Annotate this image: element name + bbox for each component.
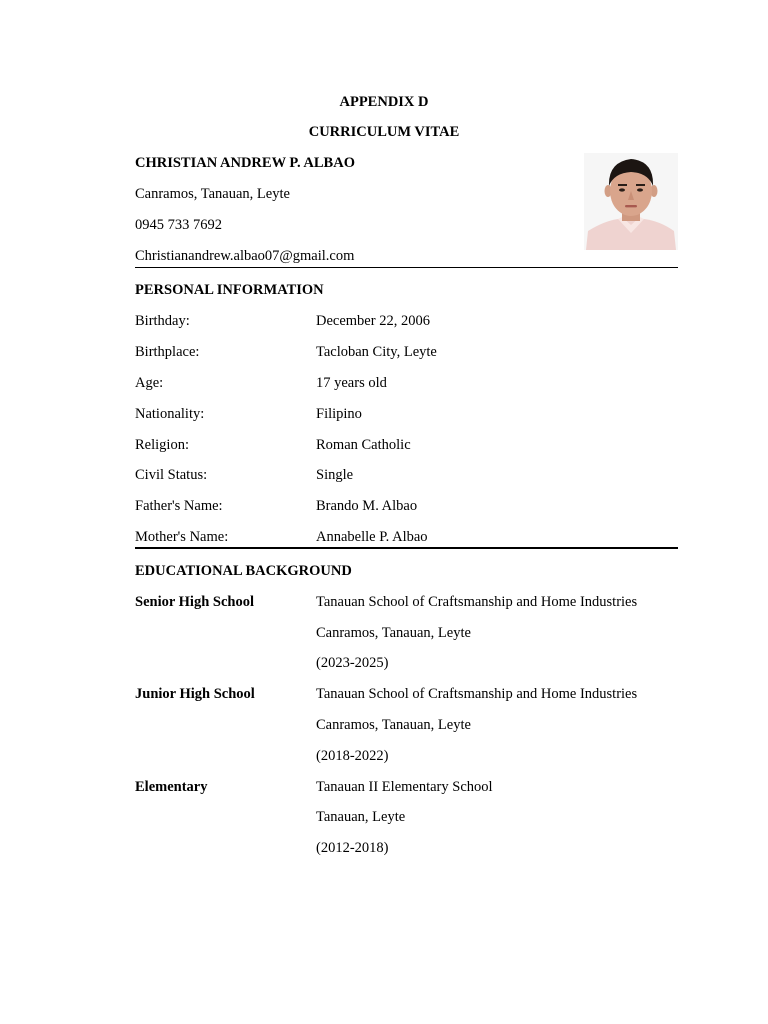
senior-high-label: Senior High School: [135, 594, 254, 610]
personal-divider: [135, 547, 678, 549]
senior-high-school: Tanauan School of Craftsmanship and Home Industries: [316, 594, 638, 610]
document-title: CURRICULUM VITAE: [308, 124, 460, 140]
religion-value: Roman Catholic: [316, 437, 411, 453]
senior-high-location: Canramos, Tanauan, Leyte: [316, 625, 471, 641]
birthday-label: Birthday:: [135, 313, 190, 329]
religion-label: Religion:: [135, 437, 189, 453]
applicant-phone: 0945 733 7692: [135, 217, 222, 233]
applicant-address: Canramos, Tanauan, Leyte: [135, 186, 290, 202]
applicant-email: Christianandrew.albao07@gmail.com: [135, 248, 355, 264]
appendix-label: APPENDIX D: [339, 94, 429, 110]
elementary-label: Elementary: [135, 779, 208, 795]
birthplace-label: Birthplace:: [135, 344, 200, 360]
senior-high-years: (2023-2025): [316, 655, 389, 671]
applicant-name: CHRISTIAN ANDREW P. ALBAO: [135, 155, 355, 171]
elementary-school: Tanauan II Elementary School: [316, 779, 493, 795]
father-name-label: Father's Name:: [135, 498, 223, 514]
birthday-value: December 22, 2006: [316, 313, 430, 329]
nationality-label: Nationality:: [135, 406, 205, 422]
junior-high-location: Canramos, Tanauan, Leyte: [316, 717, 471, 733]
civil-status-label: Civil Status:: [135, 467, 208, 483]
id-photo: [584, 153, 678, 250]
birthplace-value: Tacloban City, Leyte: [316, 344, 437, 360]
junior-high-school: Tanauan School of Craftsmanship and Home Industries: [316, 686, 638, 702]
nationality-value: Filipino: [316, 406, 362, 422]
junior-high-years: (2018-2022): [316, 748, 389, 764]
contact-divider: [135, 267, 678, 268]
junior-high-label: Junior High School: [135, 686, 255, 702]
elementary-location: Tanauan, Leyte: [316, 809, 406, 825]
mother-name-label: Mother's Name:: [135, 529, 229, 545]
education-heading: EDUCATIONAL BACKGROUND: [135, 563, 352, 579]
elementary-years: (2012-2018): [316, 840, 389, 856]
portrait-image: [584, 153, 678, 250]
personal-info-heading: PERSONAL INFORMATION: [135, 282, 324, 298]
age-value: 17 years old: [316, 375, 387, 391]
mother-name-value: Annabelle P. Albao: [316, 529, 428, 545]
father-name-value: Brando M. Albao: [316, 498, 418, 514]
age-label: Age:: [135, 375, 164, 391]
civil-status-value: Single: [316, 467, 354, 483]
